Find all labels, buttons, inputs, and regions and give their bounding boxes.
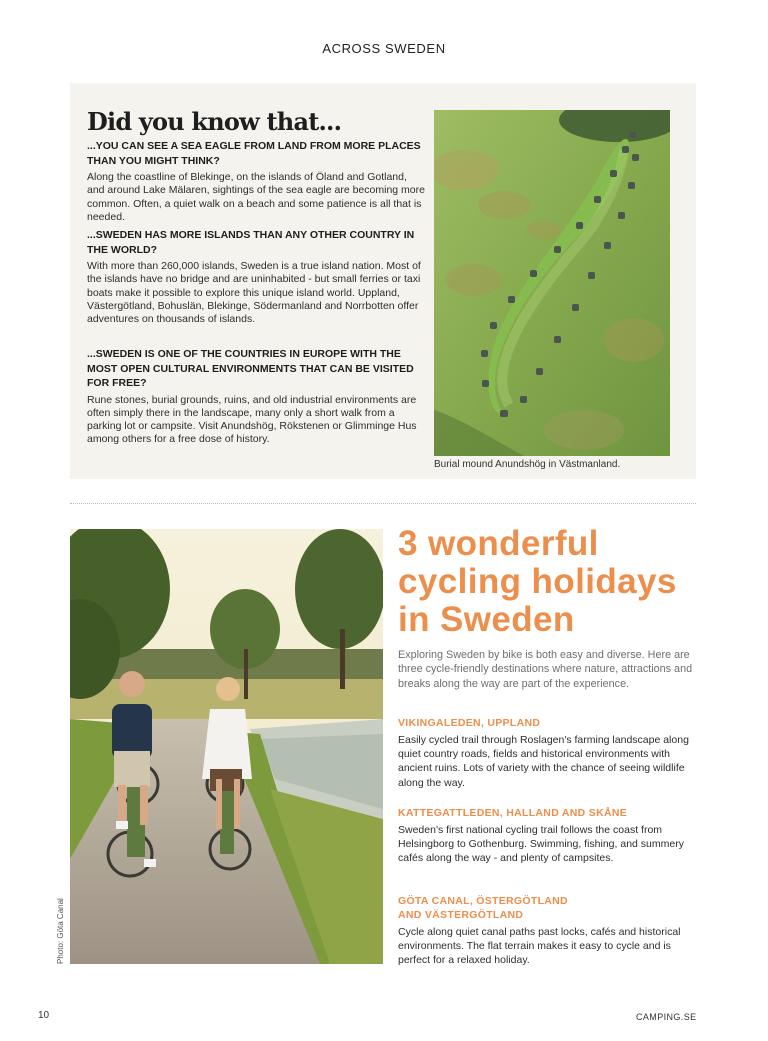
destination-name-line: AND VÄSTERGÖTLAND <box>398 909 524 921</box>
destination-description: Easily cycled trail through Roslagen's farming landscape along quiet country roads, fields and historical environments with ancient ruins. Lots of variety with the chance of seeing wildlife along the way. <box>398 734 689 789</box>
section-header: ACROSS SWEDEN <box>322 41 446 56</box>
cycling-intro: Exploring Sweden by bike is both easy and diverse. Here are three cycle-friendly destinations where nature, attractions and breaks along the way are part of the experience. <box>398 649 693 690</box>
page-number: 10 <box>38 1010 50 1021</box>
fact-answer: Along the coastline of Blekinge, on the islands of Öland and Gotland, and around Lake Mälaren, sightings of the sea eagle are becoming more common. Often, a quiet walk on a beach and some patience is all that is needed. <box>87 171 425 223</box>
did-you-know-box <box>70 83 696 479</box>
destination-gota-canal <box>398 894 696 968</box>
destination-name-line: GÖTA CANAL, ÖSTERGÖTLAND <box>398 895 568 907</box>
fact-question: ...SWEDEN HAS MORE ISLANDS THAN ANY OTHER COUNTRY IN THE WORLD? <box>87 229 415 256</box>
destination-vikingaleden <box>398 716 696 790</box>
destination-description: Sweden's first national cycling trail follows the coast from Helsingborg to Gothenburg. Swimming, fishing, and summery cafés along the way - and plenty of campsites. <box>398 824 684 865</box>
fact-question: ...SWEDEN IS ONE OF THE COUNTRIES IN EUROPE WITH THE MOST OPEN CULTURAL ENVIRONMENTS THAT CAN BE VISITED FOR FREE? <box>87 348 414 389</box>
cycling-title-line: cycling holidays <box>398 562 677 601</box>
photo-caption: Burial mound Anundshög in Västmanland. <box>434 459 621 470</box>
destination-name: VIKINGALEDEN, UPPLAND <box>398 717 541 729</box>
destination-name: KATTEGATTLEDEN, HALLAND AND SKÅNE <box>398 807 628 819</box>
fact-question: ...YOU CAN SEE A SEA EAGLE FROM LAND FROM MORE PLACES THAN YOU MIGHT THINK? <box>87 140 421 167</box>
destination-description: Cycle along quiet canal paths past locks, cafés and historical environments. The flat terrain makes it easy to cycle and is perfect for a relaxed holiday. <box>398 926 681 967</box>
burial-mound-photo <box>434 110 670 456</box>
did-you-know-heading: Did you know that... <box>87 107 342 136</box>
fact-answer: With more than 260,000 islands, Sweden is a true island nation. Most of the islands have no bridge and are uninhabited - but small ferries or taxi boats make it possible to explore this unique island world. Uppland, Västergötland, Bohuslän, Blekinge, Södermanland and Norrbotten offer adventures on thousands of islands. <box>87 260 421 326</box>
site-link[interactable]: CAMPING.SE <box>636 1012 697 1022</box>
destination-kattegattleden <box>398 806 696 866</box>
destination-name <box>398 894 696 922</box>
photo-credit: Photo: Göta Canal <box>56 898 65 964</box>
section-divider <box>70 503 696 504</box>
fact-cultural-environments <box>87 347 427 447</box>
fact-sea-eagle <box>87 139 427 224</box>
fact-islands <box>87 228 427 326</box>
cycling-title-line: in Sweden <box>398 600 575 639</box>
fact-answer: Rune stones, burial grounds, ruins, and old industrial environments are often simply there in the landscape, many only a short walk from a parking lot or campsite. Visit Anundshög, Rökstenen or Glimminge Hus among others for a free dose of history. <box>87 393 417 446</box>
cycling-title-line: 3 wonderful <box>398 524 599 563</box>
cycling-title <box>398 525 698 639</box>
cyclists-photo <box>70 529 383 964</box>
